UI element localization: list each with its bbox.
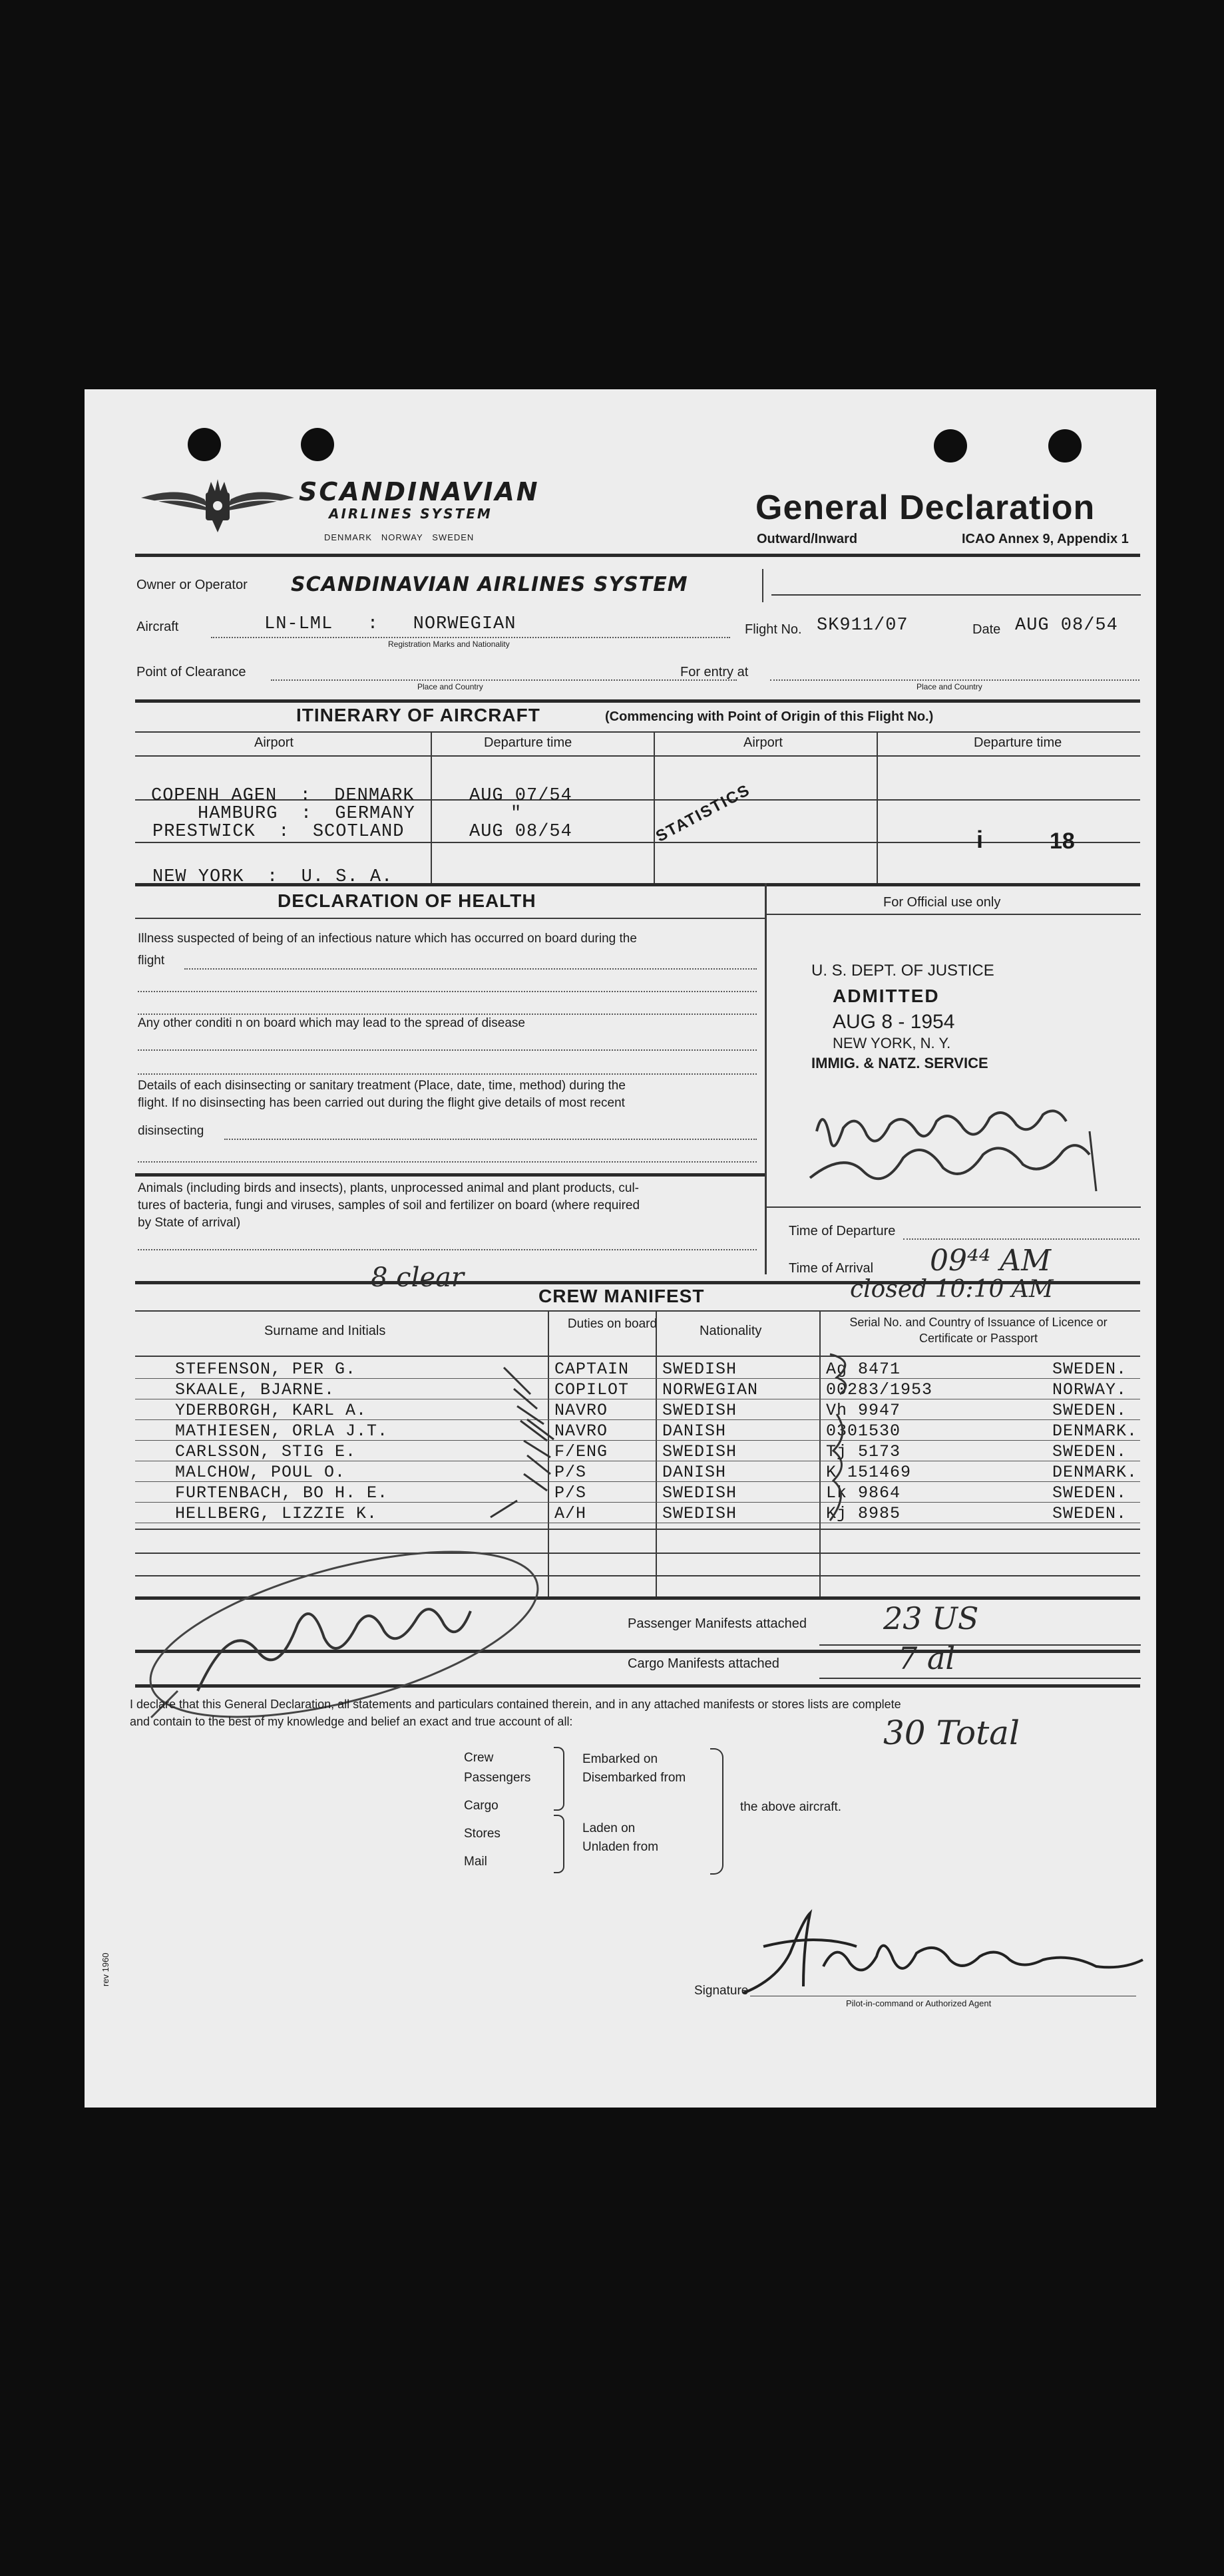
stamp-city: NEW YORK, N. Y. [833,1035,951,1051]
crew-name: CARLSSON, STIG E. [175,1442,357,1461]
itinerary-departure-3: AUG 08/54 [469,822,572,842]
embarked-on: Embarked on [582,1752,658,1766]
divider [135,842,1140,843]
crew-name: MATHIESEN, ORLA J.T. [175,1421,389,1441]
crew-nationality: SWEDISH [662,1483,737,1503]
health-q3-cont: flight. If no disinsecting has been carried out during the flight give details of most recent [138,1096,625,1110]
declaration-form [85,389,1156,2108]
crew-duty: P/S [554,1483,587,1503]
crew-country: DENMARK. [1052,1463,1138,1482]
declaration-item-cargo: Cargo [464,1799,499,1813]
bracket [554,1747,564,1811]
itinerary-departure-1: AUG 07/54 [469,786,572,806]
divider [138,1013,757,1015]
divider [135,1173,765,1177]
form-title: General Declaration [755,488,1096,527]
declaration-item-stores: Stores [464,1827,501,1841]
crew-nationality: SWEDISH [662,1401,737,1420]
passenger-manifests-label: Passenger Manifests attached [628,1616,807,1631]
declaration-text-cont: and contain to the best of my knowledge and belief an exact and true account of all: [130,1715,573,1728]
divider [135,554,1140,557]
divider [138,1161,757,1163]
col-departure: Departure time [484,735,572,750]
owner-label: Owner or Operator [136,578,248,592]
itinerary-airport-1: COPENH AGEN : DENMARK [151,786,415,806]
cargo-manifests-count: 7 al [898,1640,956,1676]
crew-country: SWEDEN. [1052,1401,1127,1420]
declaration-item-crew: Crew [464,1751,494,1765]
disembarked-from: Disembarked from [582,1771,686,1785]
crew-name: YDERBORGH, KARL A. [175,1401,367,1420]
airline-name: SCANDINAVIAN [299,477,540,506]
crew-row [85,1380,1156,1401]
laden-on: Laden on [582,1821,636,1835]
crew-name: SKAALE, BJARNE. [175,1380,335,1399]
divider [135,918,765,919]
signature-label: Signature [694,1984,749,1998]
crew-duty: COPILOT [554,1380,630,1399]
itinerary-airport-3: PRESTWICK : SCOTLAND [152,822,405,842]
row-divider [135,1419,1140,1420]
crew-row [85,1442,1156,1463]
divider [819,1678,1141,1679]
declaration-item-passengers: Passengers [464,1771,531,1785]
divider [654,731,655,884]
itinerary-mark-i: i [976,826,984,853]
crew-country: SWEDEN. [1052,1442,1127,1461]
crew-serial: Vh 9947 [826,1401,901,1420]
divider [211,637,730,638]
punch-hole [934,429,967,462]
punch-hole [1048,429,1082,462]
divider [138,991,757,992]
immigration-stamp [790,962,1070,1072]
stamp-date: AUG 8 - 1954 [833,1011,955,1033]
airline-subname: AIRLINES SYSTEM [329,506,493,522]
divider [765,1206,1141,1208]
clearance-label: Point of Clearance [136,665,246,679]
bracket [554,1815,564,1873]
health-q4-end: by State of arrival) [138,1216,241,1230]
crew-serial: Lk 9864 [826,1483,901,1503]
divider [903,1238,1139,1240]
entry-caption: Place and Country [917,682,982,691]
official-title: For Official use only [883,895,1001,910]
divider [135,1310,1140,1312]
aircraft-caption: Registration Marks and Nationality [388,640,510,649]
crew-duty: CAPTAIN [554,1360,630,1379]
col-serial: Serial No. and Country of Issuance of Licence or Certificate or Passport [849,1316,1108,1345]
crew-country: DENMARK. [1052,1421,1138,1441]
crew-note-right: closed 10:10 AM [850,1276,1054,1303]
crew-serial: 00283/1953 [826,1380,933,1399]
row-divider [135,1378,1140,1379]
crew-country: NORWAY. [1052,1380,1127,1399]
stamp-admitted: ADMITTED [833,986,940,1006]
itinerary-mark-18: 18 [1050,828,1075,854]
bracket [710,1748,723,1875]
divider [135,699,1140,703]
divider [184,968,757,970]
divider [819,1644,1141,1646]
crew-name: STEFENSON, PER G. [175,1360,357,1379]
inspector-signature [803,1091,1123,1204]
cargo-manifests-label: Cargo Manifests attached [628,1656,779,1671]
form-subtitle-annex: ICAO Annex 9, Appendix 1 [962,532,1129,546]
crew-country: SWEDEN. [1052,1483,1127,1503]
crew-name: FURTENBACH, BO H. E. [175,1483,389,1503]
crew-nationality: SWEDISH [662,1504,737,1523]
stamp-service: IMMIG. & NATZ. SERVICE [811,1055,988,1071]
crew-duty: P/S [554,1463,587,1482]
declaration-item-mail: Mail [464,1855,487,1869]
crew-serial: 0301530 [826,1421,901,1441]
crew-nationality: NORWEGIAN [662,1380,759,1399]
health-q2: Any other conditi n on board which may lead to the spread of disease [138,1016,525,1030]
col-departure-2: Departure time [974,735,1062,750]
health-q4-cont: tures of bacteria, fungi and viruses, samples of soil and fertilizer on board (where required [138,1198,640,1212]
manifests-total: 30 Total [883,1714,1020,1752]
clearance-caption: Place and Country [417,682,483,691]
itinerary-note: (Commencing with Point of Origin of this Flight No.) [605,709,934,724]
health-q1: Illness suspected of being of an infectious nature which has occurred on board during the [138,932,637,946]
form-subtitle-direction: Outward/Inward [757,532,858,546]
crew-title: CREW MANIFEST [538,1286,705,1306]
divider [770,679,1139,681]
crew-nationality: SWEDISH [662,1360,737,1379]
divider [877,731,878,884]
health-q3: Details of each disinsecting or sanitary treatment (Place, date, time, method) during the [138,1079,626,1093]
row-divider [135,1502,1140,1503]
itinerary-airport-4: NEW YORK : U. S. A. [152,867,393,887]
divider [224,1139,757,1140]
crew-name: HELLBERG, LIZZIE K. [175,1504,378,1523]
crew-country: SWEDEN. [1052,1504,1127,1523]
crew-country: SWEDEN. [1052,1360,1127,1379]
signature-caption: Pilot-in-command or Authorized Agent [846,1998,992,2008]
date-label: Date [972,622,1001,637]
divider [271,679,737,681]
itinerary-title: ITINERARY OF AIRCRAFT [296,705,540,725]
divider [762,569,763,602]
divider [765,883,767,1274]
punch-hole [188,428,221,461]
entry-label: For entry at [680,665,749,679]
captain-signature [737,1893,1149,2006]
owner-value: SCANDINAVIAN AIRLINES SYSTEM [291,573,688,596]
crew-serial: Ag 8471 [826,1360,901,1379]
crew-duty: NAVRO [554,1421,608,1441]
passenger-manifests-count: 23 US [883,1600,979,1636]
crew-row [85,1483,1156,1504]
itinerary-airport-2: HAMBURG : GERMANY [198,804,415,824]
stamp-dept: U. S. DEPT. OF JUSTICE [811,962,994,980]
date-value: AUG 08/54 [1015,616,1118,636]
declaration-items [464,1744,530,1876]
arrival-time-label: Time of Arrival [789,1261,874,1276]
aircraft-label: Aircraft [136,620,179,634]
crew-serial: K 151469 [826,1463,912,1482]
divider [138,1249,757,1250]
col-duties: Duties on board [567,1317,658,1331]
crew-note-left: 8 clear [371,1262,464,1293]
crew-row [85,1504,1156,1525]
airline-countries: DENMARK NORWAY SWEDEN [324,532,475,542]
sas-logo-icon [138,472,298,536]
aircraft-value: LN-LML : NORWEGIAN [264,614,516,634]
crew-row [85,1360,1156,1380]
crew-serial: Kj 8985 [826,1504,901,1523]
divider [135,731,1140,733]
crew-nationality: DANISH [662,1463,727,1482]
col-airport-2: Airport [743,735,783,750]
unladen-from: Unladen from [582,1840,659,1854]
divider [138,1049,757,1051]
crew-nationality: SWEDISH [662,1442,737,1461]
divider [138,1073,757,1075]
itinerary-departure-2: " [510,804,522,824]
crew-nationality: DANISH [662,1421,727,1441]
col-airport: Airport [254,735,294,750]
col-surname: Surname and Initials [264,1324,386,1338]
health-q4: Animals (including birds and insects), plants, unprocessed animal and plant products, cul- [138,1181,640,1195]
crew-row [85,1463,1156,1483]
divider [431,731,432,884]
statistics-stamp: STATISTICS [653,781,753,846]
side-code: rev 1960 [101,1952,110,1986]
crew-duty: F/ENG [554,1442,608,1461]
col-nationality: Nationality [700,1324,762,1338]
punch-hole [301,428,334,461]
above-aircraft: the above aircraft. [740,1800,842,1814]
flight-number-value: SK911/07 [817,616,909,636]
health-q3-end: disinsecting [138,1124,204,1138]
serial-check-marks [817,1341,863,1541]
crew-duty: NAVRO [554,1401,608,1420]
departure-time-label: Time of Departure [789,1224,896,1238]
divider [771,594,1141,596]
divider [765,914,1141,915]
crew-row [85,1401,1156,1421]
row-divider [135,1440,1140,1441]
divider [135,755,1140,757]
arrival-time-value: 09⁴⁴ AM [930,1244,1052,1278]
divider [135,1356,1140,1357]
oval-scrawl-signature [124,1525,604,1724]
health-title: DECLARATION OF HEALTH [278,890,536,911]
crew-name: MALCHOW, POUL O. [175,1463,346,1482]
flight-number-label: Flight No. [745,622,802,637]
health-q1-cont: flight [138,954,165,968]
crew-row [85,1421,1156,1442]
declaration-text: I declare that this General Declaration, all statements and particulars contained therein, and in any attached manifests or stores lists are complete [130,1698,901,1711]
divider [135,883,1140,886]
crew-serial: Tj 5173 [826,1442,901,1461]
row-divider [135,1481,1140,1482]
crew-check-marks [464,1334,597,1534]
crew-duty: A/H [554,1504,587,1523]
